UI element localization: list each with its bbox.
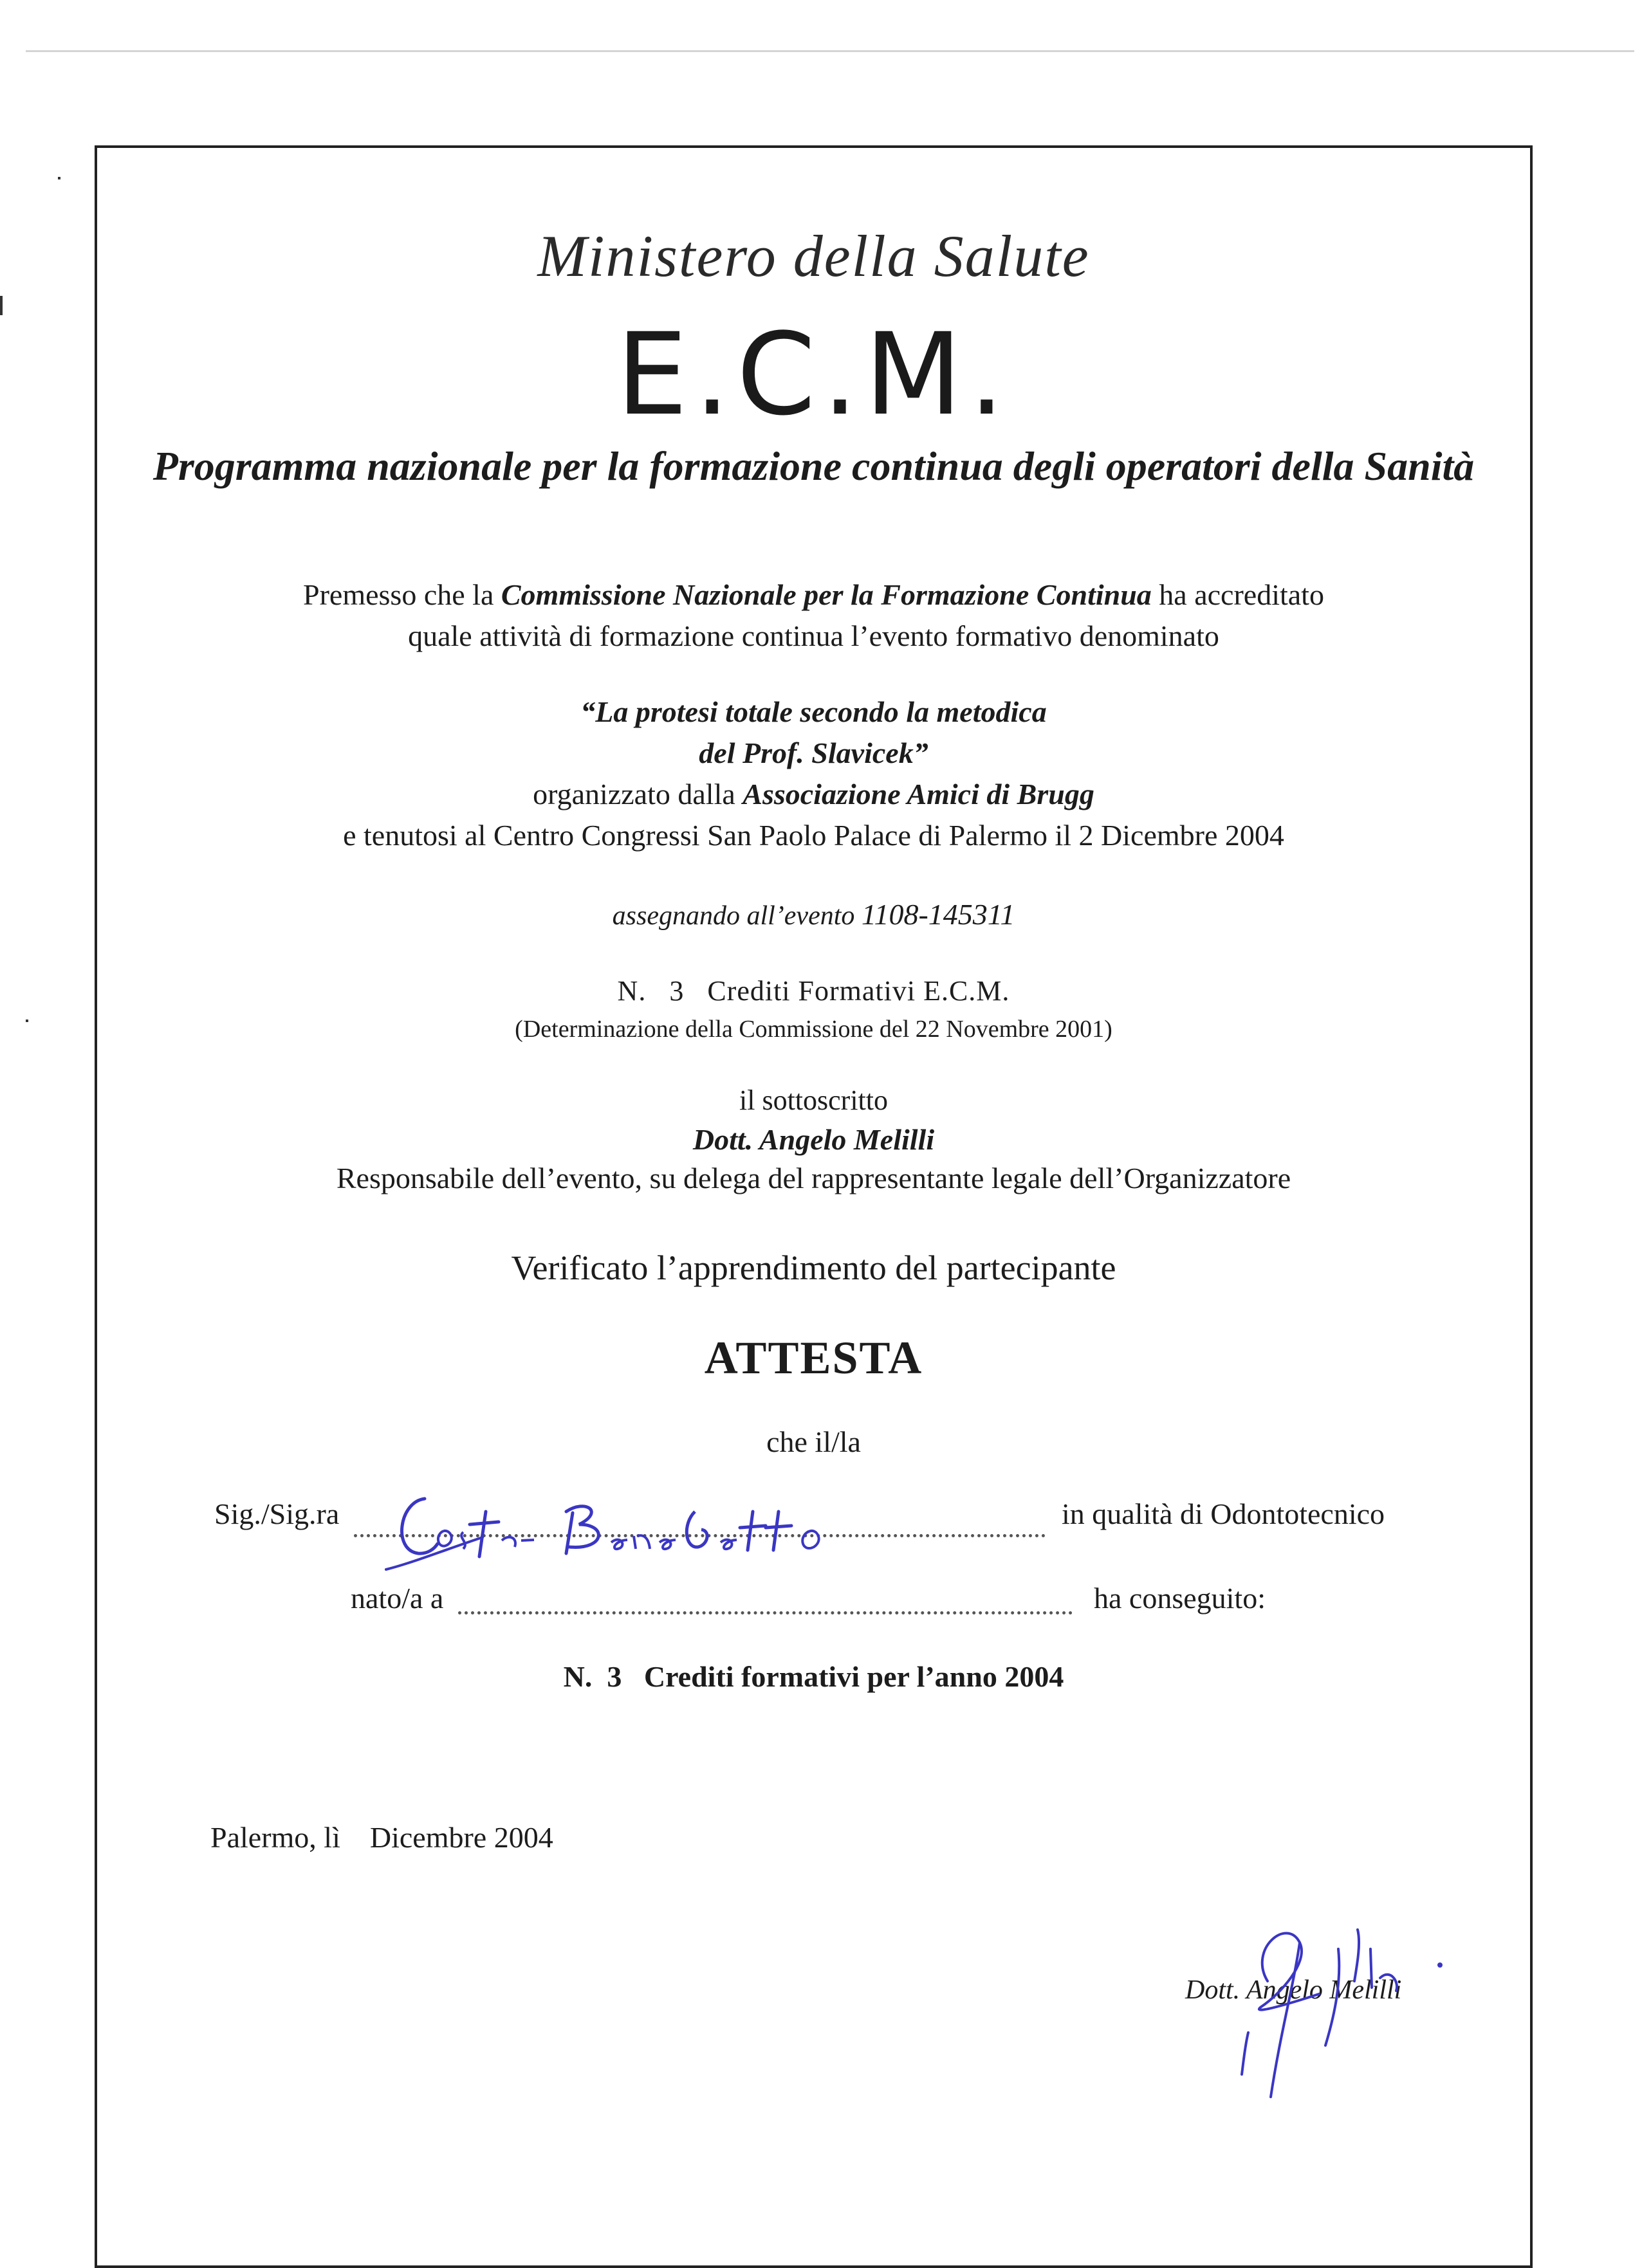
obtained-label: ha conseguito: bbox=[1094, 1582, 1266, 1614]
assignment-label: assegnando all’evento bbox=[612, 901, 855, 931]
commission-name: Commissione Nazionale per la Formazione Continua bbox=[501, 578, 1152, 611]
intro-post: ha accreditato bbox=[1159, 578, 1324, 611]
determination-note: (Determinazione della Commissione del 22 Novembre 2001) bbox=[515, 1016, 1112, 1043]
event-title-line-1: “La protesi totale secondo la metodica bbox=[580, 695, 1047, 728]
ecm-credits: N. 3 Crediti Formativi E.C.M. bbox=[617, 975, 1010, 1007]
place-and-date: Palermo, lì Dicembre 2004 bbox=[210, 1821, 553, 1854]
intro-pre: Premesso che la bbox=[303, 578, 494, 611]
intro-line-2: quale attività di formazione continua l’evento formativo denominato bbox=[408, 619, 1219, 652]
event-code: 1108-145311 bbox=[861, 898, 1015, 931]
handwritten-signature bbox=[1210, 1904, 1480, 2110]
program-subtitle: Programma nazionale per la formazione continua degli operatori della Sanità bbox=[152, 443, 1475, 489]
signatory-role: Responsabile dell’evento, su delega del rappresentante legale dell’Organizzatore bbox=[336, 1162, 1291, 1194]
scan-edge-line bbox=[26, 50, 1634, 52]
ecm-heading: E.C.M. bbox=[616, 309, 1011, 441]
signatory-intro: il sottoscritto bbox=[739, 1084, 888, 1116]
organizer-name: Associazione Amici di Brugg bbox=[743, 778, 1094, 810]
scan-mark bbox=[58, 177, 60, 179]
participant-intro: che il/la bbox=[766, 1425, 861, 1458]
born-label: nato/a a bbox=[351, 1582, 444, 1614]
event-venue-date: e tenutosi al Centro Congressi San Paolo Palace di Palermo il 2 Dicembre 2004 bbox=[343, 819, 1284, 852]
qualifica-label: in qualità di Odontotecnico bbox=[1062, 1497, 1385, 1530]
event-title-line-2: del Prof. Slavicek” bbox=[699, 736, 928, 769]
signatory-name: Dott. Angelo Melilli bbox=[692, 1123, 935, 1156]
attesta-heading: ATTESTA bbox=[704, 1332, 923, 1384]
birthplace-dotted-line bbox=[458, 1611, 1073, 1614]
scan-mark bbox=[0, 296, 3, 315]
scan-mark bbox=[26, 1020, 28, 1022]
ministry-title: Ministero della Salute bbox=[537, 223, 1090, 289]
sig-label: Sig./Sig.ra bbox=[214, 1497, 340, 1530]
handwritten-participant-name bbox=[373, 1473, 952, 1576]
organized-pre: organizzato dalla bbox=[533, 778, 735, 810]
signer-name: Dott. Angelo Melilli bbox=[1185, 1975, 1402, 2005]
organizer-line bbox=[95, 777, 1533, 811]
intro-line-1 bbox=[95, 578, 1533, 612]
verification-statement: Verificato l’apprendimento del partecipante bbox=[511, 1248, 1116, 1287]
assignment-line bbox=[95, 897, 1533, 931]
credits-awarded: N. 3 Crediti formativi per l’anno 2004 bbox=[563, 1660, 1064, 1693]
